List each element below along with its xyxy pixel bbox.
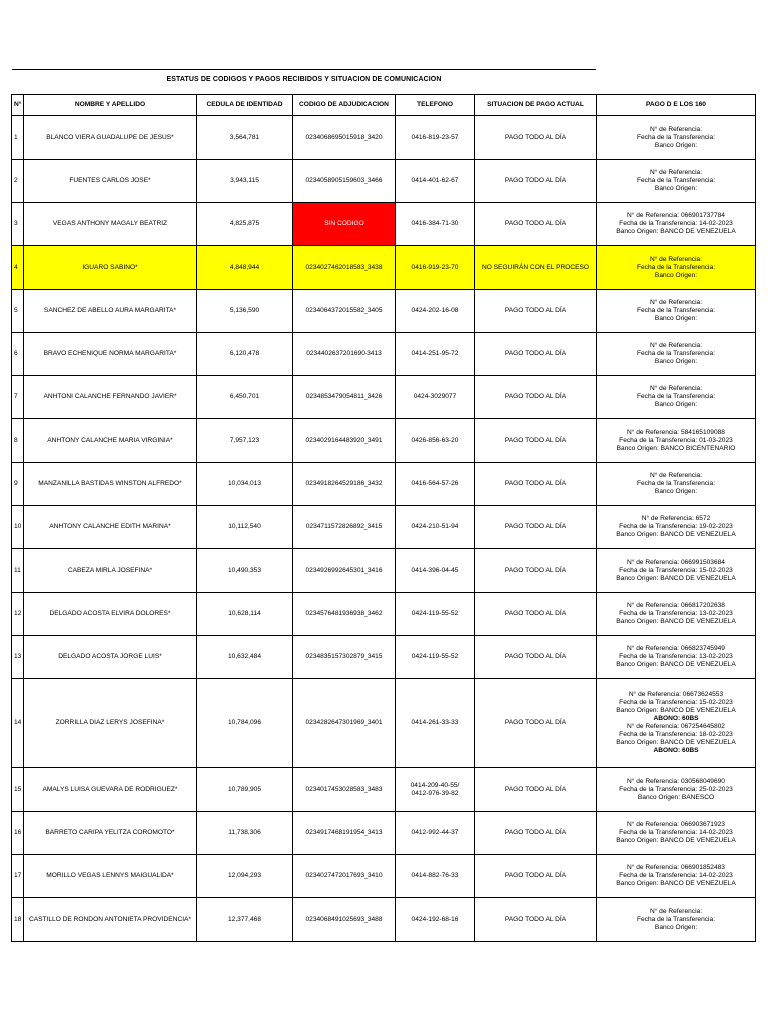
pago-line: N° de Referencia: 6572 bbox=[641, 515, 711, 522]
pago-line: N° de Referencia: bbox=[649, 169, 703, 176]
cell-num: 18 bbox=[12, 898, 24, 942]
pago-line: N° de Referencia: bbox=[649, 472, 703, 479]
cell-num: 9 bbox=[12, 463, 24, 506]
cell-situacion: PAGO TODO AL DÍA bbox=[475, 636, 597, 679]
pago-line: Fecha de la Transferencia: 15-02-2023 bbox=[619, 699, 733, 706]
cell-num: 12 bbox=[12, 593, 24, 636]
cell-nombre: MANZANILLA BASTIDAS WINSTON ALFREDO* bbox=[24, 463, 197, 506]
cell-codigo: 0234029164483920_3491 bbox=[293, 419, 396, 463]
pago-line: N° de Referencia: 067254645802 bbox=[627, 723, 725, 730]
cell-cedula: 10,628,114 bbox=[197, 593, 293, 636]
cell-situacion: PAGO TODO AL DÍA bbox=[475, 506, 597, 549]
pago-line: Fecha de la Transferencia: 14-02-2023 bbox=[619, 829, 733, 836]
header-nombre: NOMBRE Y APELLIDO bbox=[24, 95, 197, 116]
table-row bbox=[12, 549, 756, 593]
table-row bbox=[12, 593, 756, 636]
cell-num: 17 bbox=[12, 855, 24, 898]
cell-pago bbox=[597, 506, 756, 549]
header-telefono: TELEFONO bbox=[396, 95, 475, 116]
telefono-line: 0414-396-04-45 bbox=[411, 566, 459, 574]
pago-line: N° de Referencia: bbox=[649, 385, 703, 392]
telefono-line: 0416-384-71-30 bbox=[411, 220, 459, 227]
cell-telefono bbox=[396, 290, 475, 333]
pago-line: Fecha de la Transferencia: 19-02-2023 bbox=[619, 523, 733, 530]
pago-line: N° de Referencia: bbox=[649, 342, 703, 349]
cell-cedula: 7,957,123 bbox=[197, 419, 293, 463]
status-table bbox=[11, 94, 756, 942]
pago-line: Banco Origen: BANESCO bbox=[637, 793, 715, 801]
pago-line: N° de Referencia: 066903671923 bbox=[627, 821, 725, 828]
cell-cedula: 11,738,306 bbox=[197, 812, 293, 855]
cell-pago bbox=[597, 419, 756, 463]
pago-line: N° de Referencia: bbox=[649, 907, 703, 915]
cell-situacion: PAGO TODO AL DÍA bbox=[475, 855, 597, 898]
pago-line: N° de Referencia: 066901737784 bbox=[627, 212, 725, 219]
cell-telefono bbox=[396, 333, 475, 376]
table-row bbox=[12, 898, 756, 942]
cell-situacion: PAGO TODO AL DÍA bbox=[475, 593, 597, 636]
cell-nombre: VEGAS ANTHONY MAGALY BEATRIZ bbox=[24, 203, 197, 246]
cell-nombre: BLANCO VIERA GUADALUPE DE JESUS* bbox=[24, 116, 197, 160]
pago-line: Fecha de la Transferencia: bbox=[636, 915, 716, 923]
cell-num: 15 bbox=[12, 768, 24, 812]
cell-telefono bbox=[396, 855, 475, 898]
document-title: ESTATUS DE CODIGOS Y PAGOS RECIBIDOS Y SITUACION DE COMUNICACION bbox=[166, 76, 442, 83]
pago-line: Fecha de la Transferencia: 18-02-2023 bbox=[619, 731, 733, 738]
cell-telefono bbox=[396, 419, 475, 463]
telefono-line: 0416-819-23-57 bbox=[411, 133, 459, 141]
cell-cedula: 5,136,590 bbox=[197, 290, 293, 333]
cell-nombre: IGUARO SABINO* bbox=[24, 246, 197, 290]
cell-codigo: 0234068491025693_3488 bbox=[293, 898, 396, 942]
cell-num: 16 bbox=[12, 812, 24, 855]
table-row bbox=[12, 463, 756, 506]
cell-nombre: ANHTONY CALANCHE EDITH MARINA* bbox=[24, 506, 197, 549]
cell-num: 5 bbox=[12, 290, 24, 333]
cell-nombre: ZORRILLA DIAZ LERYS JOSEFINA* bbox=[24, 679, 197, 768]
pago-line: Fecha de la Transferencia: bbox=[636, 480, 716, 487]
telefono-line: 0414-882-76-33 bbox=[411, 872, 459, 879]
cell-num: 11 bbox=[12, 549, 24, 593]
title-rule bbox=[12, 69, 596, 70]
cell-cedula: 10,034,013 bbox=[197, 463, 293, 506]
cell-nombre: CASTILLO DE RONDON ANTONIETA PROVIDENCIA* bbox=[24, 898, 197, 942]
pago-line: Fecha de la Transferencia: 01-03-2023 bbox=[619, 436, 733, 444]
pago-line: Fecha de la Transferencia: 14-02-2023 bbox=[619, 872, 733, 879]
cell-situacion: PAGO TODO AL DÍA bbox=[475, 768, 597, 812]
table-row bbox=[12, 290, 756, 333]
cell-telefono bbox=[396, 246, 475, 290]
cell-codigo: 0234027462018583_3438 bbox=[293, 246, 396, 290]
cell-telefono bbox=[396, 593, 475, 636]
pago-line: Banco Origen: BANCO DE VENEZUELA bbox=[616, 739, 736, 746]
cell-cedula: 10,112,540 bbox=[197, 506, 293, 549]
cell-nombre: MORILLO VEGAS LENNYS MAIGUALIDA* bbox=[24, 855, 197, 898]
telefono-line: 0416-919-23-70 bbox=[411, 263, 459, 271]
pago-line: Fecha de la Transferencia: 25-02-2023 bbox=[619, 785, 733, 793]
cell-codigo: 0234576481936938_3462 bbox=[293, 593, 396, 636]
cell-codigo: 0234918264529186_3432 bbox=[293, 463, 396, 506]
telefono-line: 0424-119-55-52 bbox=[411, 653, 459, 660]
cell-pago bbox=[597, 333, 756, 376]
header-codigo: CODIGO DE ADJUDICACION bbox=[293, 95, 396, 116]
cell-situacion: NO SEGUIRÁN CON EL PROCESO bbox=[475, 246, 597, 290]
cell-pago bbox=[597, 160, 756, 203]
cell-telefono bbox=[396, 160, 475, 203]
header-pago: PAGO D E LOS 160 bbox=[597, 95, 756, 116]
cell-telefono bbox=[396, 203, 475, 246]
cell-telefono bbox=[396, 812, 475, 855]
cell-codigo: 0234711572826892_3415 bbox=[293, 506, 396, 549]
cell-situacion: PAGO TODO AL DÍA bbox=[475, 376, 597, 419]
pago-line: N° de Referencia: 066901852483 bbox=[627, 864, 725, 871]
cell-pago bbox=[597, 679, 756, 768]
pago-line: Banco Origen: BANCO DE VENEZUELA bbox=[616, 837, 736, 844]
cell-situacion: PAGO TODO AL DÍA bbox=[475, 419, 597, 463]
pago-line: ABONO: 60BS bbox=[653, 747, 699, 754]
cell-telefono bbox=[396, 116, 475, 160]
cell-cedula: 12,094,293 bbox=[197, 855, 293, 898]
cell-telefono bbox=[396, 679, 475, 768]
table-row bbox=[12, 855, 756, 898]
cell-situacion: PAGO TODO AL DÍA bbox=[475, 463, 597, 506]
pago-line: Fecha de la Transferencia: 13-02-2023 bbox=[619, 610, 733, 617]
cell-codigo: 0234853479054811_3426 bbox=[293, 376, 396, 419]
cell-telefono bbox=[396, 636, 475, 679]
cell-codigo: 0234058905159603_3466 bbox=[293, 160, 396, 203]
pago-line: Banco Origen: BANCO DE VENEZUELA bbox=[616, 574, 736, 582]
pago-line: Fecha de la Transferencia: bbox=[636, 133, 716, 141]
table-row bbox=[12, 419, 756, 463]
cell-nombre: AMALYS LUISA GUEVARA DE RODRIGUEZ* bbox=[24, 768, 197, 812]
cell-situacion: PAGO TODO AL DÍA bbox=[475, 679, 597, 768]
cell-nombre: DELGADO ACOSTA JORGE LUIS* bbox=[24, 636, 197, 679]
table-row bbox=[12, 376, 756, 419]
pago-line: N° de Referencia: bbox=[649, 299, 703, 306]
cell-telefono bbox=[396, 506, 475, 549]
pago-line: Banco Origen: bbox=[654, 185, 698, 192]
cell-pago bbox=[597, 463, 756, 506]
cell-codigo: 0234402637201690-3413 bbox=[293, 333, 396, 376]
cell-cedula: 10,490,353 bbox=[197, 549, 293, 593]
pago-line: Fecha de la Transferencia: 14-02-2023 bbox=[619, 220, 733, 227]
cell-codigo: 0234027472017693_3410 bbox=[293, 855, 396, 898]
pago-line: Fecha de la Transferencia: 15-02-2023 bbox=[619, 566, 733, 574]
cell-cedula: 3,943,115 bbox=[197, 160, 293, 203]
telefono-line: 0414-401-62-67 bbox=[411, 177, 459, 184]
header-row bbox=[12, 95, 756, 116]
telefono-line: 0424-3029077 bbox=[413, 393, 457, 400]
cell-num: 13 bbox=[12, 636, 24, 679]
cell-num: 7 bbox=[12, 376, 24, 419]
pago-line: N° de Referencia: 030568049690 bbox=[627, 777, 725, 785]
pago-line: Fecha de la Transferencia: bbox=[636, 393, 716, 400]
table-row bbox=[12, 636, 756, 679]
pago-line: Fecha de la Transferencia: 13-02-2023 bbox=[619, 653, 733, 660]
cell-situacion: PAGO TODO AL DÍA bbox=[475, 549, 597, 593]
cell-codigo: 0234282647301969_3401 bbox=[293, 679, 396, 768]
pago-line: Banco Origen: BANCO DE VENEZUELA bbox=[616, 531, 736, 538]
pago-line: Banco Origen: bbox=[654, 488, 698, 495]
cell-codigo: 0234068695015918_3420 bbox=[293, 116, 396, 160]
pago-line: Banco Origen: bbox=[654, 315, 698, 322]
cell-nombre: CABEZA MIRLA JOSEFINA* bbox=[24, 549, 197, 593]
table-row bbox=[12, 812, 756, 855]
cell-num: 1 bbox=[12, 116, 24, 160]
cell-telefono bbox=[396, 376, 475, 419]
table-body bbox=[12, 116, 756, 942]
cell-situacion: PAGO TODO AL DÍA bbox=[475, 898, 597, 942]
cell-telefono bbox=[396, 768, 475, 812]
pago-line: ABONO: 60BS bbox=[653, 715, 699, 722]
pago-line: Fecha de la Transferencia: bbox=[636, 350, 716, 357]
cell-num: 8 bbox=[12, 419, 24, 463]
cell-situacion: PAGO TODO AL DÍA bbox=[475, 333, 597, 376]
cell-nombre: SANCHEZ DE ABELLO AURA MARGARITA* bbox=[24, 290, 197, 333]
cell-situacion: PAGO TODO AL DÍA bbox=[475, 290, 597, 333]
cell-nombre: ANHTONY CALANCHE MARIA VIRGINIA* bbox=[24, 419, 197, 463]
cell-nombre: BARRETO CARIPA YELITZA COROMOTO* bbox=[24, 812, 197, 855]
cell-pago bbox=[597, 636, 756, 679]
telefono-line: 0416-564-57-26 bbox=[411, 480, 459, 487]
cell-pago bbox=[597, 855, 756, 898]
cell-nombre: ANHTONI CALANCHE FERNANDO JAVIER* bbox=[24, 376, 197, 419]
table-row bbox=[12, 333, 756, 376]
pago-line: Fecha de la Transferencia: bbox=[636, 263, 716, 271]
pago-line: Banco Origen: BANCO BICENTENARIO bbox=[616, 444, 736, 452]
cell-codigo: 0234917468191954_3413 bbox=[293, 812, 396, 855]
cell-nombre: DELGADO ACOSTA ELVIRA DOLORES* bbox=[24, 593, 197, 636]
cell-codigo: 0234835157302879_3415 bbox=[293, 636, 396, 679]
cell-num: 4 bbox=[12, 246, 24, 290]
table-row bbox=[12, 768, 756, 812]
pago-line: Banco Origen: bbox=[654, 141, 698, 149]
cell-nombre: BRAVO ECHENIQUE NORMA MARGARITA* bbox=[24, 333, 197, 376]
pago-line: Banco Origen: BANCO DE VENEZUELA bbox=[616, 880, 736, 887]
cell-num: 3 bbox=[12, 203, 24, 246]
cell-pago bbox=[597, 768, 756, 812]
cell-num: 2 bbox=[12, 160, 24, 203]
pago-line: Banco Origen: bbox=[654, 923, 698, 931]
telefono-line: 0414-251-95-72 bbox=[411, 350, 459, 357]
table-row bbox=[12, 506, 756, 549]
cell-pago bbox=[597, 246, 756, 290]
cell-pago bbox=[597, 593, 756, 636]
cell-codigo: 0234926992645301_3416 bbox=[293, 549, 396, 593]
table-row bbox=[12, 160, 756, 203]
cell-situacion: PAGO TODO AL DÍA bbox=[475, 160, 597, 203]
pago-line: Banco Origen: BANCO DE VENEZUELA bbox=[616, 661, 736, 668]
header-situacion: SITUACION DE PAGO ACTUAL bbox=[475, 95, 597, 116]
pago-line: N° de Referencia: 066823745949 bbox=[627, 645, 725, 652]
cell-pago bbox=[597, 376, 756, 419]
cell-cedula: 10,789,905 bbox=[197, 768, 293, 812]
header-cedula: CEDULA DE IDENTIDAD bbox=[197, 95, 293, 116]
cell-nombre: FUENTES CARLOS JOSE* bbox=[24, 160, 197, 203]
telefono-line: 0426-856-63-20 bbox=[411, 436, 459, 444]
cell-situacion: PAGO TODO AL DÍA bbox=[475, 812, 597, 855]
pago-line: Banco Origen: bbox=[654, 358, 698, 365]
cell-pago bbox=[597, 549, 756, 593]
cell-situacion: PAGO TODO AL DÍA bbox=[475, 116, 597, 160]
pago-line: Banco Origen: BANCO DE VENEZUELA bbox=[616, 618, 736, 625]
cell-num: 14 bbox=[12, 679, 24, 768]
pago-line: Banco Origen: BANCO DE VENEZUELA bbox=[616, 707, 736, 714]
table-row bbox=[12, 246, 756, 290]
cell-pago bbox=[597, 116, 756, 160]
cell-cedula: 6,120,478 bbox=[197, 333, 293, 376]
pago-line: Fecha de la Transferencia: bbox=[636, 307, 716, 314]
cell-situacion: PAGO TODO AL DÍA bbox=[475, 203, 597, 246]
cell-codigo: 0234064372015582_3405 bbox=[293, 290, 396, 333]
pago-line: Banco Origen: bbox=[654, 271, 698, 279]
telefono-line: 0414-261-33-33 bbox=[411, 719, 459, 726]
telefono-line: 0424-210-51-94 bbox=[411, 523, 459, 530]
cell-pago bbox=[597, 898, 756, 942]
cell-codigo: 0234017453028583_3483 bbox=[293, 768, 396, 812]
telefono-line: 0424-192-68-16 bbox=[411, 915, 459, 923]
telefono-line: 0414-209-40-55/ bbox=[410, 781, 460, 789]
pago-line: N° de Referencia: bbox=[649, 255, 703, 263]
pago-line: N° de Referencia: 584165109088 bbox=[627, 428, 725, 436]
cell-cedula: 4,825,875 bbox=[197, 203, 293, 246]
table-row bbox=[12, 116, 756, 160]
table-row bbox=[12, 679, 756, 768]
cell-telefono bbox=[396, 463, 475, 506]
cell-cedula: 3,564,781 bbox=[197, 116, 293, 160]
header-num: N° bbox=[12, 95, 24, 116]
pago-line: N° de Referencia: 066817202638 bbox=[627, 602, 725, 609]
telefono-line: 0424-119-55-52 bbox=[411, 610, 459, 617]
table-row bbox=[12, 203, 756, 246]
cell-num: 6 bbox=[12, 333, 24, 376]
pago-line: Fecha de la Transferencia: bbox=[636, 177, 716, 184]
cell-pago bbox=[597, 812, 756, 855]
cell-pago bbox=[597, 203, 756, 246]
pago-line: Banco Origen: BANCO DE VENEZUELA bbox=[616, 228, 736, 235]
cell-pago bbox=[597, 290, 756, 333]
cell-codigo: SIN CODIGO bbox=[293, 203, 396, 246]
telefono-line: 0412-992-44-37 bbox=[411, 829, 459, 836]
pago-line: N° de Referencia: bbox=[649, 125, 703, 133]
pago-line: N° de Referencia: 06673624553 bbox=[628, 691, 724, 698]
pago-line: Banco Origen: bbox=[654, 401, 698, 408]
telefono-line: 0424-202-16-08 bbox=[411, 307, 459, 314]
pago-line: N° de Referencia: 066991503684 bbox=[627, 558, 725, 566]
cell-telefono bbox=[396, 549, 475, 593]
cell-telefono bbox=[396, 898, 475, 942]
cell-cedula: 6,450,701 bbox=[197, 376, 293, 419]
cell-cedula: 10,784,096 bbox=[197, 679, 293, 768]
telefono-line-2: 0412-976-39-82 bbox=[411, 789, 459, 797]
cell-cedula: 12,377,468 bbox=[197, 898, 293, 942]
cell-cedula: 10,632,484 bbox=[197, 636, 293, 679]
cell-num: 10 bbox=[12, 506, 24, 549]
cell-cedula: 4,848,944 bbox=[197, 246, 293, 290]
